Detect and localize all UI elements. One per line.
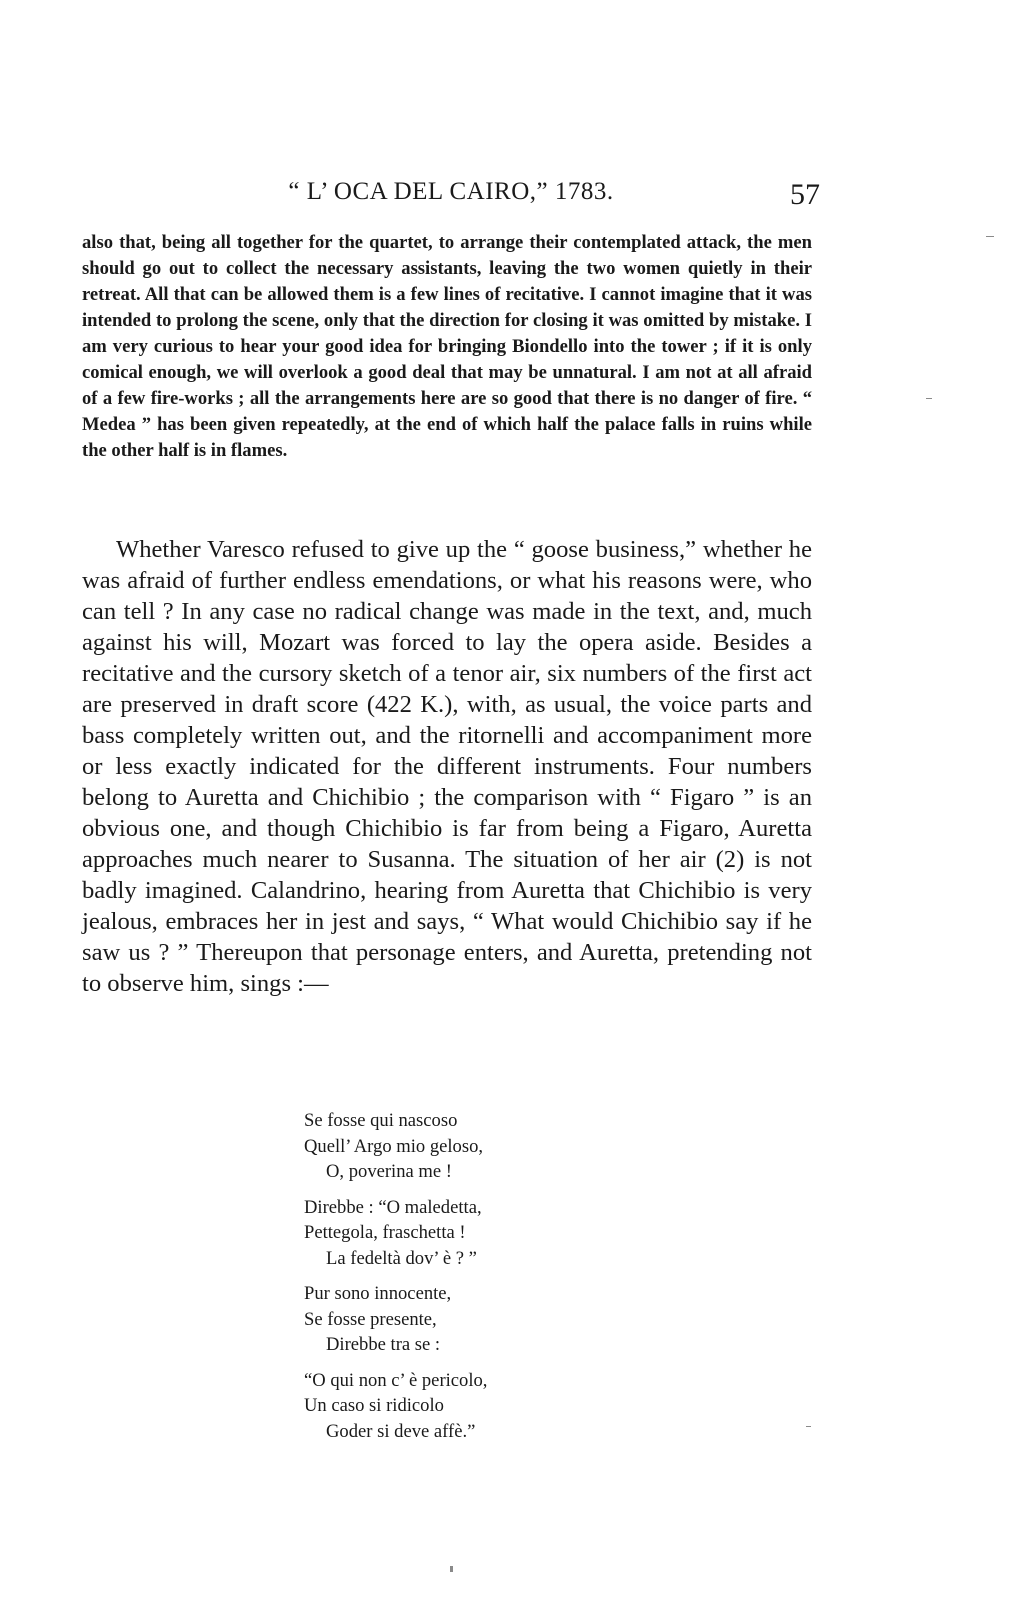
letter-paragraph: also that, being all together for the quartet, to arrange their contemplated attack, the men should go out to collect the necessary assistants, leaving the two women quietly in their retreat. All that can be allowed them is a few lines of recitative. I cannot imagine that it was intended to prolong the scene, only that the direction for closing it was omitted by mistake. I am very curious to hear your good idea for bringing Biondello into the tower ; if it is only comical enough, we will overlook a good deal that may be unnatural. I am not at all afraid of a few fire-works ; all the arrangements here are so good that there is no danger of fire. “ Medea ” has been given repeatedly, at the end of which half the palace falls in ruins while the other half is in flames. (82, 232, 812, 461)
verse-line: Direbbe : “O maledetta, (304, 1196, 482, 1218)
aria-verse (304, 1108, 724, 1454)
verse-line: La fedeltà dov’ è ? ” (326, 1247, 477, 1269)
verse-stanza-4 (304, 1368, 724, 1445)
verse-line: Pur sono innocente, (304, 1283, 452, 1304)
body-text (82, 534, 812, 999)
verse-stanza-3 (304, 1281, 724, 1358)
verse-line: Goder si deve affè.” (326, 1420, 476, 1442)
verse-line: Se fosse qui nascoso (304, 1110, 458, 1131)
verse-line: Un caso si ridicolo (304, 1395, 444, 1416)
verse-line: Se fosse presente, (304, 1308, 437, 1330)
running-title: “ L’ OCA DEL CAIRO,” 1783. (288, 178, 614, 205)
scan-mark (926, 398, 932, 399)
running-header (82, 178, 820, 218)
page-number: 57 (790, 178, 820, 211)
verse-stanza-2 (304, 1195, 724, 1272)
scan-mark (450, 1566, 453, 1572)
verse-line: Pettegola, fraschetta ! (304, 1222, 466, 1243)
letter-excerpt (82, 230, 812, 464)
body-paragraph: Whether Varesco refused to give up the “ goose business,” whether he was afraid of further endless emendations, or what his reasons were, who can tell ? In any case no radical change was made in the text, and, much against his will, Mozart was forced to lay the opera aside. Besides a recitative and the cursory sketch of a tenor air, six numbers of the first act are preserved in draft score (422 K.), with, as usual, the voice parts and bass completely written out, and the ritornelli and accompaniment more or less exactly indicated for the different instruments. Four numbers belong to Auretta and Chichibio ; the comparison with “ Figaro ” is an obvious one, and though Chichibio is far from being a Figaro, Auretta approaches much nearer to Susanna. The situation of her air (2) is not badly imagined. Calandrino, hearing from Auretta that Chichibio is very jealous, embraces her in jest and says, “ What would Chichibio say if he saw us ? ” Thereupon that personage enters, and Auretta, pretending not to observe him, sings :— (82, 536, 812, 997)
verse-line: Direbbe tra se : (326, 1334, 441, 1355)
scan-mark (986, 236, 994, 237)
verse-line: “O qui non c’ è pericolo, (304, 1369, 488, 1391)
verse-stanza-1 (304, 1108, 724, 1185)
verse-line: Quell’ Argo mio geloso, (304, 1135, 484, 1157)
verse-line: O, poverina me ! (326, 1161, 452, 1182)
scan-mark (806, 1426, 811, 1427)
